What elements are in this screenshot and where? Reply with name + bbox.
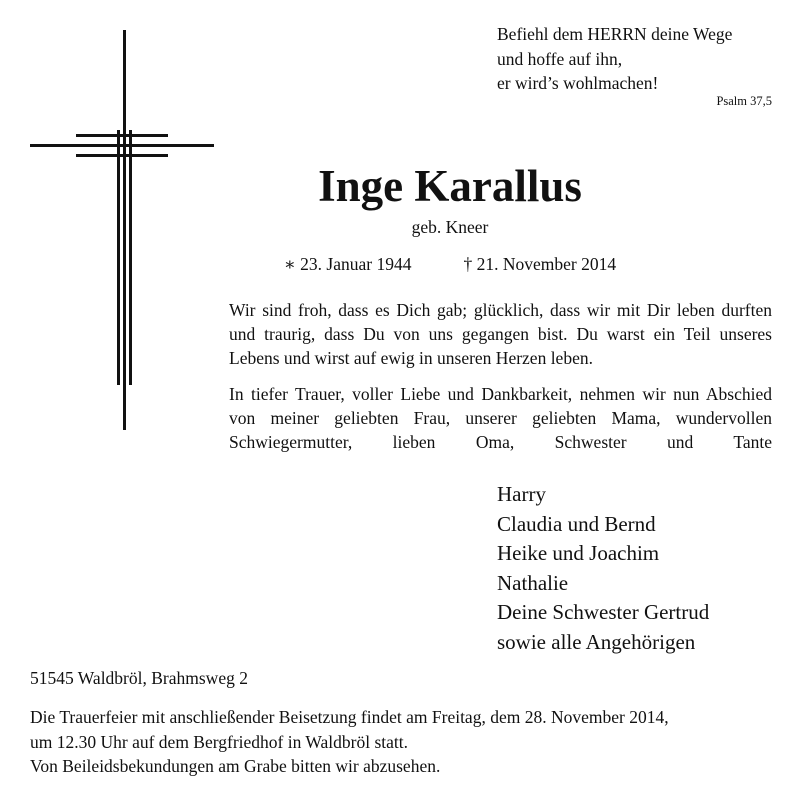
mourners-list bbox=[497, 480, 709, 657]
funeral-line: Von Beileidsbekundungen am Grabe bitten wir abzusehen. bbox=[30, 756, 441, 776]
psalm-reference: Psalm 37,5 bbox=[716, 94, 772, 108]
mourner-name: Nathalie bbox=[497, 570, 569, 595]
maiden-name: geb. Kneer bbox=[411, 217, 489, 237]
psalm-verse bbox=[497, 22, 787, 96]
mourning-paragraph: In tiefer Trauer, voller Liebe und Dankbarkeit, nehmen wir nun Abschied von meiner geliebten Frau, unserer geliebten Mama, wundervollen Schwiegermutter, lieben Oma, Schwester und Tante bbox=[229, 384, 772, 453]
mourner-name: Harry bbox=[497, 482, 546, 506]
mourner-name: Claudia und Bernd bbox=[497, 511, 656, 536]
psalm-line: Befiehl dem HERRN deine Wege bbox=[497, 24, 733, 44]
mourner-name: sowie alle Angehörigen bbox=[497, 629, 696, 654]
funeral-line: Die Trauerfeier mit anschließender Beisetzung findet am Freitag, dem 28. November 2014, bbox=[30, 707, 669, 727]
psalm-line: er wird’s wohlmachen! bbox=[497, 73, 659, 93]
mourner-name: Heike und Joachim bbox=[497, 541, 660, 565]
psalm-line: und hoffe auf ihn, bbox=[497, 48, 623, 69]
cross-icon bbox=[30, 30, 214, 430]
death-date: † 21. November 2014 bbox=[463, 254, 617, 274]
life-dates bbox=[200, 252, 700, 276]
mourner-name: Deine Schwester Gertrud bbox=[497, 600, 710, 624]
deceased-name: Inge Karallus bbox=[318, 161, 582, 211]
birth-date: ∗ 23. Januar 1944 bbox=[283, 254, 412, 274]
funeral-info bbox=[30, 705, 780, 779]
family-address: 51545 Waldbröl, Brahmsweg 2 bbox=[30, 668, 248, 688]
funeral-line: um 12.30 Uhr auf dem Bergfriedhof in Waldbröl statt. bbox=[30, 731, 409, 752]
remembrance-paragraph: Wir sind froh, dass es Dich gab; glücklich, dass wir mit Dir leben durften und traurig, dass Du von uns gegangen bist. Du warst ein Teil unseres Lebens und wirst auf ewig in unseren Herzen leben. bbox=[229, 300, 772, 369]
